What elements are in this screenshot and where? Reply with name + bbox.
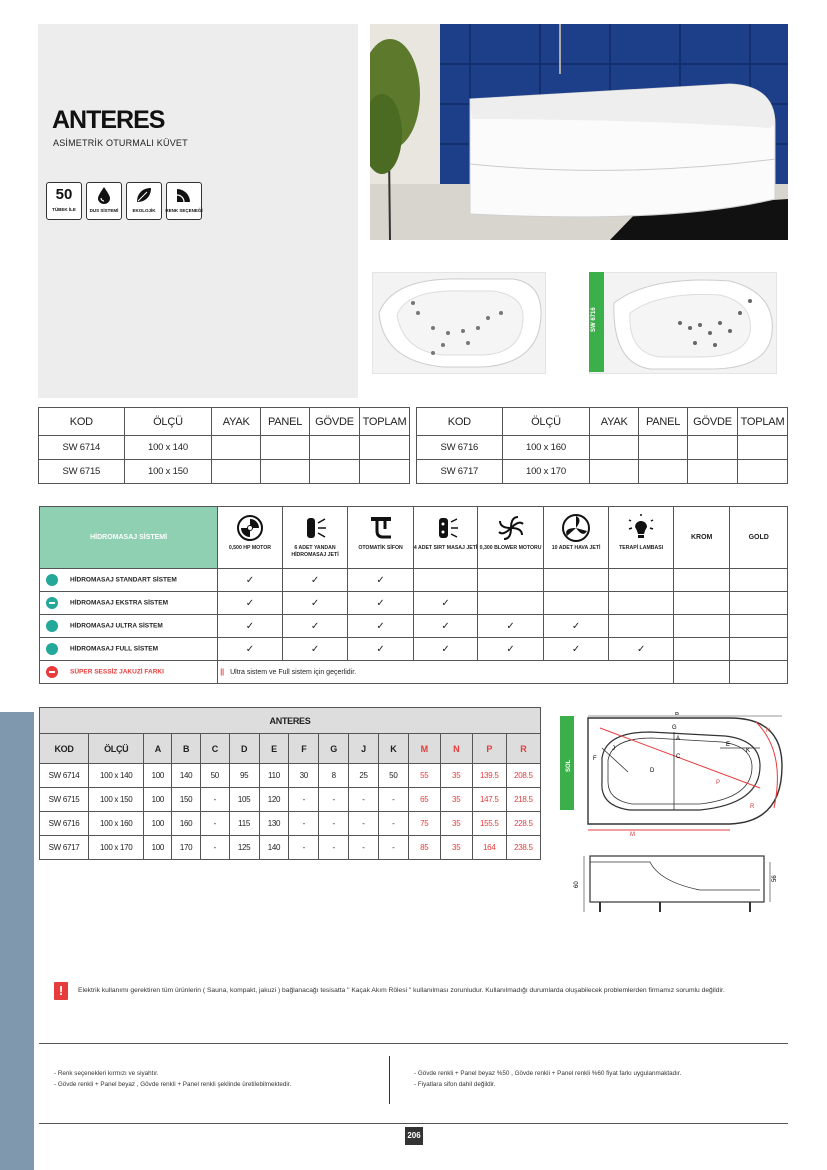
- notes-left: [54, 1068, 291, 1090]
- col-header: G: [319, 734, 349, 764]
- status-dot-icon: [46, 574, 58, 586]
- check-icon: ✓: [636, 643, 646, 655]
- badge-number: 50: [55, 186, 73, 203]
- note-line: - Renk seçenekleri kırmızı ve siyahtır.: [54, 1070, 159, 1077]
- cell: [609, 569, 674, 592]
- cell: [360, 436, 410, 460]
- col-toplam: TOPLAM: [738, 408, 788, 436]
- blower-icon: [496, 513, 526, 543]
- check-icon: ✓: [376, 643, 385, 655]
- water-drop-icon: [94, 186, 114, 204]
- feature-siphon: [348, 507, 414, 569]
- col-header: E: [259, 734, 289, 764]
- warning-icon: !: [54, 982, 68, 1000]
- cell: 147.5: [472, 788, 506, 812]
- cell: [738, 436, 788, 460]
- feature-air-jet: [543, 507, 609, 569]
- check-cell: [218, 615, 283, 638]
- cell: 75: [408, 812, 440, 836]
- cell: 218.5: [506, 788, 540, 812]
- dimensions-table: [39, 707, 541, 860]
- check-icon: ✓: [376, 597, 385, 609]
- table-row: [40, 812, 541, 836]
- badge-caption: DUS SİSTEMİ: [89, 208, 119, 213]
- bathroom-photo: [370, 24, 788, 240]
- cell: 100 x 140: [124, 436, 212, 460]
- label-p: P: [716, 780, 721, 786]
- col-header: J: [349, 734, 379, 764]
- col-header: R: [506, 734, 540, 764]
- check-cell: [218, 592, 283, 615]
- minus-icon: [46, 666, 58, 678]
- divider: [389, 1056, 390, 1104]
- cell: [261, 460, 310, 484]
- label-b: B: [675, 712, 680, 717]
- cell: [673, 592, 730, 615]
- cell: 228.5: [506, 812, 540, 836]
- cell: 139.5: [472, 764, 506, 788]
- table-row: [417, 460, 788, 484]
- cell: 125: [229, 836, 259, 860]
- cell: 30: [289, 764, 319, 788]
- cell: [673, 638, 730, 661]
- badge-caption: TÜBEK İLE: [52, 207, 76, 212]
- check-cell: [218, 638, 283, 661]
- col-header: P: [472, 734, 506, 764]
- cell: -: [349, 836, 379, 860]
- check-icon: ✓: [245, 574, 255, 586]
- cell: -: [200, 836, 229, 860]
- cell: [730, 592, 788, 615]
- cell: SW 6715: [39, 460, 125, 484]
- row-label: [40, 615, 218, 638]
- cell: [673, 661, 730, 684]
- special-label-text: SÜPER SESSİZ JAKUZİ FARKI: [70, 668, 164, 676]
- cell: 35: [440, 836, 472, 860]
- dims-header-row: [40, 734, 541, 764]
- col-header: D: [229, 734, 259, 764]
- cell: 164: [472, 836, 506, 860]
- status-dot-icon: [46, 643, 58, 655]
- cell: 110: [259, 764, 289, 788]
- note-line: - Fiyatlara sifon dahil değildir.: [414, 1081, 496, 1088]
- technical-drawing: [560, 712, 785, 922]
- check-cell: [413, 615, 478, 638]
- check-cell: [348, 592, 414, 615]
- cell: 100: [144, 836, 172, 860]
- feature-side-jet: [282, 507, 348, 569]
- side-label: SOL: [566, 759, 572, 772]
- dims-title: ANTERES: [40, 708, 541, 734]
- cell: 50: [200, 764, 229, 788]
- cell: 105: [229, 788, 259, 812]
- cell: [730, 638, 788, 661]
- cell: [688, 460, 738, 484]
- table-row: [40, 569, 788, 592]
- water-badge: [86, 182, 122, 220]
- feature-label: TERAPİ LAMBASI: [619, 545, 664, 551]
- height-label-right: 56: [772, 875, 778, 882]
- cell: 100 x 160: [89, 812, 144, 836]
- cell: 120: [259, 788, 289, 812]
- check-cell: [348, 638, 414, 661]
- siphon-icon: [366, 513, 396, 543]
- cell: SW 6714: [40, 764, 89, 788]
- cell: [673, 569, 730, 592]
- cell: SW 6716: [417, 436, 503, 460]
- cell: -: [378, 836, 408, 860]
- warning-text: Elektrik kullanımı gerektiren tüm ürünlerin ( Sauna, kompakt, jakuzi ) bağlanacağı tesisatta " Kaçak Akım Rölesi " kullanılması zorunludur. Kullanılmadığı durumlarda oluşabilecek problemlerden firmamız sorumlu değildir.: [78, 987, 725, 994]
- color-palette-icon: [174, 186, 194, 204]
- check-icon: ✓: [441, 643, 450, 655]
- cell: 100 x 170: [502, 460, 590, 484]
- cell: 115: [229, 812, 259, 836]
- cell: [543, 569, 609, 592]
- cell: [639, 436, 688, 460]
- cell: SW 6716: [40, 812, 89, 836]
- feature-label: 10 ADET HAVA JETİ: [551, 545, 601, 551]
- feature-label: 0,500 HP MOTOR: [228, 545, 272, 551]
- hydromassage-table: [39, 506, 788, 684]
- cell: [212, 436, 261, 460]
- cell: 170: [172, 836, 201, 860]
- row-label-text: HİDROMASAJ EKSTRA SİSTEM: [70, 599, 168, 607]
- cell: [212, 460, 261, 484]
- eco-badge: [126, 182, 162, 220]
- cell: [688, 436, 738, 460]
- color-badge: [166, 182, 202, 220]
- badge-caption: RENK SEÇENEĞİ: [165, 208, 203, 213]
- table-row: [39, 460, 410, 484]
- col-header: N: [440, 734, 472, 764]
- cell: 100: [144, 812, 172, 836]
- table-row: [40, 592, 788, 615]
- check-icon: ✓: [376, 574, 385, 586]
- cell: 55: [408, 764, 440, 788]
- label-c: C: [676, 754, 681, 760]
- cell: [730, 569, 788, 592]
- cell: 100: [144, 788, 172, 812]
- product-title: ANTERES: [52, 106, 165, 134]
- hydro-title: HİDROMASAJ SİSTEMİ: [40, 507, 218, 569]
- cell: -: [289, 836, 319, 860]
- cell: 100: [144, 764, 172, 788]
- col-toplam: TOPLAM: [360, 408, 410, 436]
- cell: [478, 592, 544, 615]
- feature-motor: [218, 507, 283, 569]
- cell: 100 x 150: [124, 460, 212, 484]
- special-row: [40, 661, 788, 684]
- label-r: R: [750, 804, 755, 810]
- cell: 150: [172, 788, 201, 812]
- table-row: [40, 764, 541, 788]
- row-label-text: HİDROMASAJ FULL SİSTEM: [70, 645, 158, 653]
- label-j: J: [612, 746, 615, 752]
- special-row-note: [218, 661, 674, 684]
- cell: 85: [408, 836, 440, 860]
- label-d: D: [650, 768, 655, 774]
- cell: SW 6714: [39, 436, 125, 460]
- check-icon: ✓: [441, 620, 450, 632]
- feature-label: 6 ADET YANDAN HİDROMASAJ JETİ: [291, 545, 339, 558]
- cell: 140: [259, 836, 289, 860]
- col-olcu: ÖLÇÜ: [124, 408, 212, 436]
- cell: 238.5: [506, 836, 540, 860]
- col-header: B: [172, 734, 201, 764]
- cell: -: [289, 812, 319, 836]
- check-icon: ✓: [310, 620, 320, 632]
- tub-angled-photo: [589, 272, 777, 374]
- table-row: [39, 436, 410, 460]
- check-icon: ✓: [571, 620, 581, 632]
- cell: [310, 436, 360, 460]
- cell: SW 6717: [40, 836, 89, 860]
- check-cell: [413, 638, 478, 661]
- cell: -: [349, 812, 379, 836]
- check-cell: [609, 638, 674, 661]
- cell: 35: [440, 812, 472, 836]
- cell: [543, 592, 609, 615]
- row-label-text: HİDROMASAJ STANDART SİSTEM: [70, 576, 177, 584]
- badge-caption: EKOLOJİK: [132, 208, 156, 213]
- table-row: [40, 638, 788, 661]
- cell: 25: [349, 764, 379, 788]
- check-icon: ✓: [245, 597, 255, 609]
- model-tab: [589, 272, 604, 372]
- cell: -: [378, 812, 408, 836]
- check-cell: [282, 615, 348, 638]
- cell: 35: [440, 788, 472, 812]
- cell: [730, 661, 788, 684]
- cell: [310, 460, 360, 484]
- check-icon: ✓: [310, 574, 320, 586]
- cell: -: [200, 812, 229, 836]
- check-cell: [282, 569, 348, 592]
- warranty-badge: [46, 182, 82, 220]
- cell: [478, 569, 544, 592]
- col-header: M: [408, 734, 440, 764]
- cell: -: [289, 788, 319, 812]
- cell: SW 6717: [417, 460, 503, 484]
- check-cell: [478, 615, 544, 638]
- cell: 100 x 140: [89, 764, 144, 788]
- check-cell: [413, 592, 478, 615]
- cell: [590, 436, 639, 460]
- leaf-icon: [134, 186, 154, 204]
- cell: [673, 615, 730, 638]
- feature-blower: [478, 507, 544, 569]
- model-tab-label: SW 6716: [591, 307, 597, 332]
- cell: -: [378, 788, 408, 812]
- cell: 100 x 160: [502, 436, 590, 460]
- cell: -: [200, 788, 229, 812]
- cell: -: [319, 812, 349, 836]
- cell: 208.5: [506, 764, 540, 788]
- cell: [730, 615, 788, 638]
- col-kod: KOD: [417, 408, 503, 436]
- label-f: F: [593, 756, 597, 762]
- table-row: [40, 615, 788, 638]
- special-row-label: [40, 661, 218, 684]
- cell: [738, 460, 788, 484]
- cell: 65: [408, 788, 440, 812]
- check-cell: [348, 615, 414, 638]
- cell: 160: [172, 812, 201, 836]
- check-icon: ✓: [310, 597, 320, 609]
- cell: 130: [259, 812, 289, 836]
- check-icon: ✓: [506, 620, 515, 632]
- check-icon: ✓: [571, 643, 581, 655]
- col-krom: KROM: [673, 507, 730, 569]
- table-row: [40, 836, 541, 860]
- col-gold: GOLD: [730, 507, 788, 569]
- check-icon: ✓: [245, 643, 255, 655]
- divider: [39, 1043, 788, 1044]
- row-label-text: HİDROMASAJ ULTRA SİSTEM: [70, 622, 163, 630]
- col-olcu: ÖLÇÜ: [502, 408, 590, 436]
- back-jet-icon: [431, 513, 461, 543]
- feature-back-jet: [413, 507, 478, 569]
- price-table-right: [416, 407, 788, 484]
- side-color-bar: [0, 712, 34, 1170]
- cell: -: [349, 788, 379, 812]
- feature-label: 0,300 BLOWER MOTORU: [479, 545, 542, 551]
- cell: 155.5: [472, 812, 506, 836]
- col-header: K: [378, 734, 408, 764]
- check-cell: [282, 592, 348, 615]
- col-panel: PANEL: [261, 408, 310, 436]
- cell: [413, 569, 478, 592]
- label-n: N: [766, 728, 771, 734]
- tub-top-view-photo: [372, 272, 546, 374]
- cell: 35: [440, 764, 472, 788]
- col-govde: GÖVDE: [688, 408, 738, 436]
- col-ayak: AYAK: [212, 408, 261, 436]
- row-label: [40, 569, 218, 592]
- col-header: F: [289, 734, 319, 764]
- col-header: C: [200, 734, 229, 764]
- row-label: [40, 638, 218, 661]
- table-row: [417, 436, 788, 460]
- check-icon: ✓: [441, 597, 450, 609]
- label-e: E: [726, 742, 731, 748]
- cell: -: [319, 788, 349, 812]
- price-table-left: [38, 407, 410, 484]
- col-kod: KOD: [39, 408, 125, 436]
- page-number: 206: [405, 1127, 423, 1145]
- table-row: [40, 788, 541, 812]
- col-panel: PANEL: [639, 408, 688, 436]
- check-cell: [218, 569, 283, 592]
- divider: [39, 1123, 788, 1124]
- motor-icon: [235, 513, 265, 543]
- check-cell: [478, 638, 544, 661]
- row-label: [40, 592, 218, 615]
- check-icon: ✓: [376, 620, 385, 632]
- cell: SW 6715: [40, 788, 89, 812]
- air-jet-icon: [561, 513, 591, 543]
- cell: [590, 460, 639, 484]
- check-cell: [543, 638, 609, 661]
- cell: 100 x 150: [89, 788, 144, 812]
- feature-badges: [46, 182, 202, 220]
- note-line: - Gövde renkli + Panel beyaz , Gövde renkli + Panel renkli şeklinde üretilebilmektedir.: [54, 1081, 292, 1088]
- status-dot-icon: [46, 597, 58, 609]
- cell: 100 x 170: [89, 836, 144, 860]
- col-govde: GÖVDE: [310, 408, 360, 436]
- label-k: K: [746, 748, 751, 754]
- feature-therapy-lamp: [609, 507, 674, 569]
- note-line: - Gövde renkli + Panel beyaz %50 , Gövde renkli + Panel renkli %60 fiyat farkı uygulanmaktadır.: [414, 1070, 682, 1077]
- cell: 50: [378, 764, 408, 788]
- cell: [639, 460, 688, 484]
- warning-bars-icon: ||: [220, 668, 225, 676]
- special-note-text: Ultra sistem ve Full sistem için geçerlidir.: [230, 668, 357, 676]
- label-m: M: [630, 832, 635, 838]
- check-icon: ✓: [310, 643, 320, 655]
- cell: [609, 615, 674, 638]
- product-subtitle: ASİMETRİK OTURMALI KÜVET: [53, 138, 188, 148]
- check-cell: [348, 569, 414, 592]
- check-icon: ✓: [245, 620, 255, 632]
- cell: [609, 592, 674, 615]
- cell: [360, 460, 410, 484]
- cell: 95: [229, 764, 259, 788]
- col-header: A: [144, 734, 172, 764]
- status-dot-icon: [46, 620, 58, 632]
- col-ayak: AYAK: [590, 408, 639, 436]
- cell: 8: [319, 764, 349, 788]
- check-cell: [543, 615, 609, 638]
- label-a: A: [676, 736, 681, 742]
- height-label-left: 60: [574, 881, 580, 888]
- col-header: ÖLÇÜ: [89, 734, 144, 764]
- check-icon: ✓: [506, 643, 515, 655]
- cell: 140: [172, 764, 201, 788]
- notes-right: [414, 1068, 681, 1090]
- therapy-lamp-icon: [626, 513, 656, 543]
- label-g: G: [672, 725, 677, 731]
- check-cell: [282, 638, 348, 661]
- feature-label: 4 ADET SIRT MASAJ JETİ: [413, 545, 478, 551]
- side-jet-icon: [300, 513, 330, 543]
- cell: -: [319, 836, 349, 860]
- col-header: KOD: [40, 734, 89, 764]
- cell: [261, 436, 310, 460]
- feature-label: OTOMATİK SİFON: [358, 545, 403, 551]
